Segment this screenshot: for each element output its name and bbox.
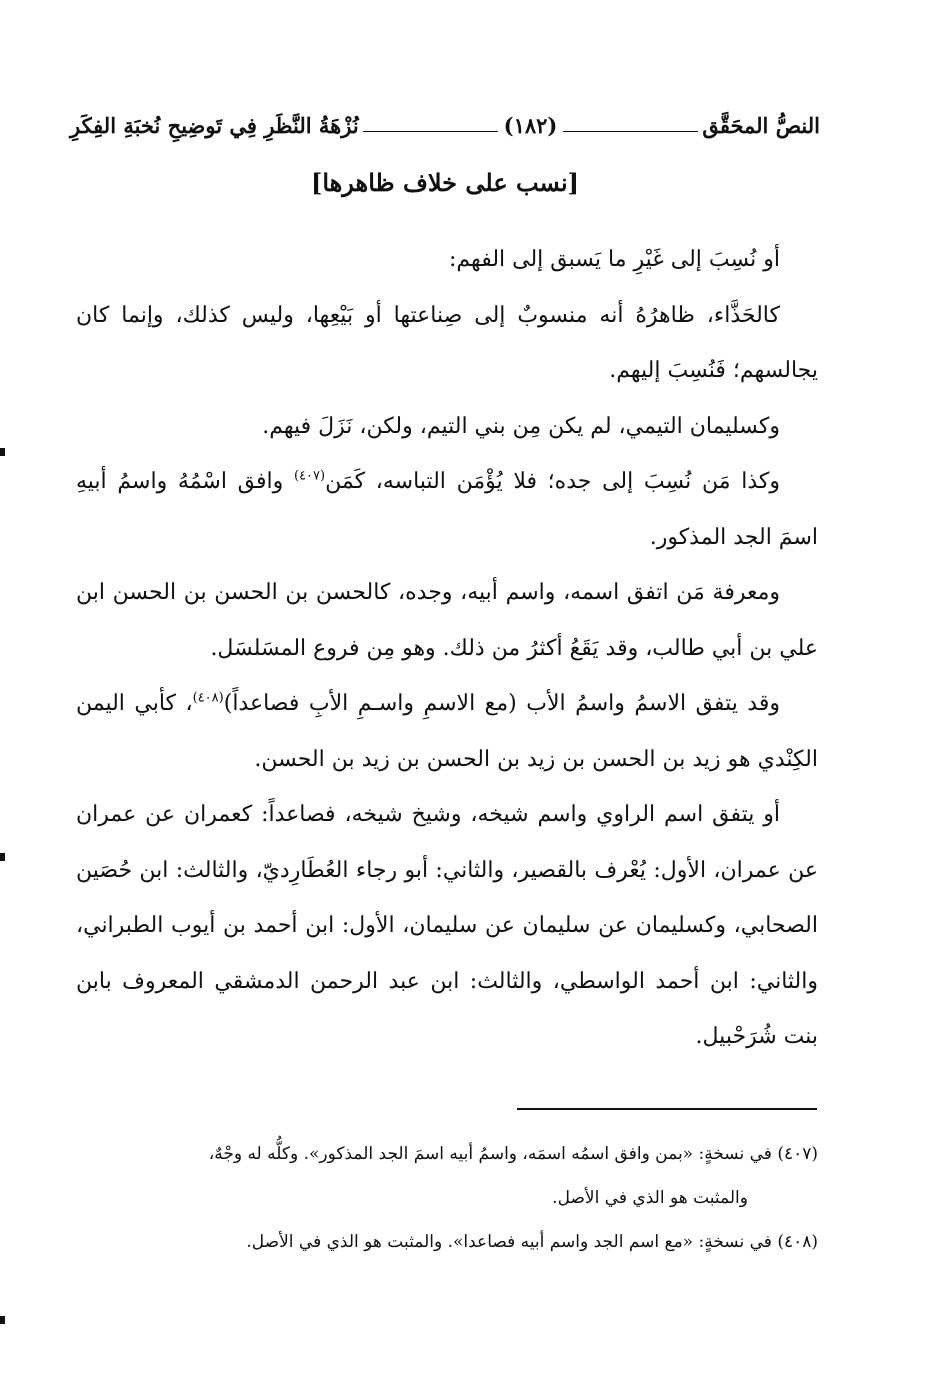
paragraph-2: كالحَذَّاء، ظاهرُهُ أنه منسوبٌ إلى صِناعتها أو بَيْعِها، وليس كذلك، وإنما كان يجالسهم؛ فَنُسِبَ إليهم. (76, 302, 818, 383)
footnote-continuation: والمثبت هو الذي في الأصل. (552, 1188, 748, 1208)
running-header (70, 105, 820, 145)
footnote-ref-408[interactable]: (٤٠٨) (192, 690, 224, 706)
header-left-title: نُزْهَةُ النَّظَرِ فِي تَوضِيحِ نُخبَةِ الفِكَرِ (69, 112, 359, 138)
paragraph-6-text-a: وقد يتفق الاسمُ واسمُ الأب (مع الاسمِ واسـمِ الأبِ فصاعداً) (223, 691, 780, 716)
footnotes (76, 1132, 818, 1264)
footnote-408 (76, 1220, 818, 1264)
paragraph-4-text-b: وافق اسْمُهُ واسمُ أبيهِ اسمَ الجد المذكور. (76, 469, 818, 550)
paragraph-4 (76, 454, 818, 565)
header-rule-right (563, 131, 698, 132)
header-right-title: النصُّ المحَقَّق (702, 112, 820, 138)
paragraph-1: أو نُسِبَ إلى غَيْرِ ما يَسبق إلى الفهم: (449, 247, 780, 272)
paragraph-6-text-b: ، كأبي اليمن الكِنْدي هو زيد بن الحسن بن زيد بن الحسن بن زيد بن الحسن. (76, 691, 818, 772)
margin-mark (0, 448, 5, 456)
footnote-text: في نسخةٍ: «بمن وافق اسمُه اسمَه، واسمُ أبيه اسمَ الجد المذكور». وكلُّه له وجْهٌ، (208, 1144, 778, 1164)
body-text (76, 232, 818, 1065)
margin-mark (0, 853, 5, 861)
paragraph-5: ومعرفة مَن اتفق اسمه، واسم أبيه، وجده، كالحسن بن الحسن بن الحسن ابن علي بن أبي طالب، وقد يَقَعُ أكثرُ من ذلك. وهو مِن فروع المسَلسَل. (76, 580, 818, 661)
section-title: [نسب على خلاف ظاهرها] (310, 168, 580, 197)
footnote-text: في نسخةٍ: «مع اسم الجد واسم أبيه فصاعدا». والمثبت هو الذي في الأصل. (246, 1232, 778, 1252)
paragraph-6 (76, 676, 818, 787)
footnote-ref-407[interactable]: (٤٠٧) (294, 468, 326, 484)
margin-mark (0, 1316, 5, 1324)
footnote-label: (٤٠٨) (777, 1232, 818, 1252)
footnote-separator (517, 1108, 817, 1110)
footnote-407 (76, 1132, 818, 1220)
paragraph-4-text-a: وكذا مَن نُسِبَ إلى جده؛ فلا يُؤْمَن التباسه، كَمَن (325, 469, 780, 494)
footnote-label: (٤٠٧) (777, 1144, 818, 1164)
paragraph-3: وكسليمان التيمي، لم يكن مِن بني التيم، ولكن، نَزَلَ فيهم. (262, 413, 780, 439)
paragraph-7: أو يتفق اسم الراوي واسم شيخه، وشيخ شيخه، فصاعداً: كعمران عن عمران عن عمران، الأول: يُعْرف بالقصير، والثاني: أبو رجاء العُطَارِديّ، والثالث: ابن حُصَين الصحابي، وكسليمان عن سليمان عن سليمان، الأول: ابن أحمد بن أيوب الطبراني، والثاني: ابن أحمد الواسطي، والثالث: ابن عبد الرحمن الدمشقي المعروف بابن بنت شُرَحْبيل. (76, 802, 818, 1049)
page-number: (١٨٢) (503, 112, 558, 138)
header-rule-left (363, 131, 498, 132)
